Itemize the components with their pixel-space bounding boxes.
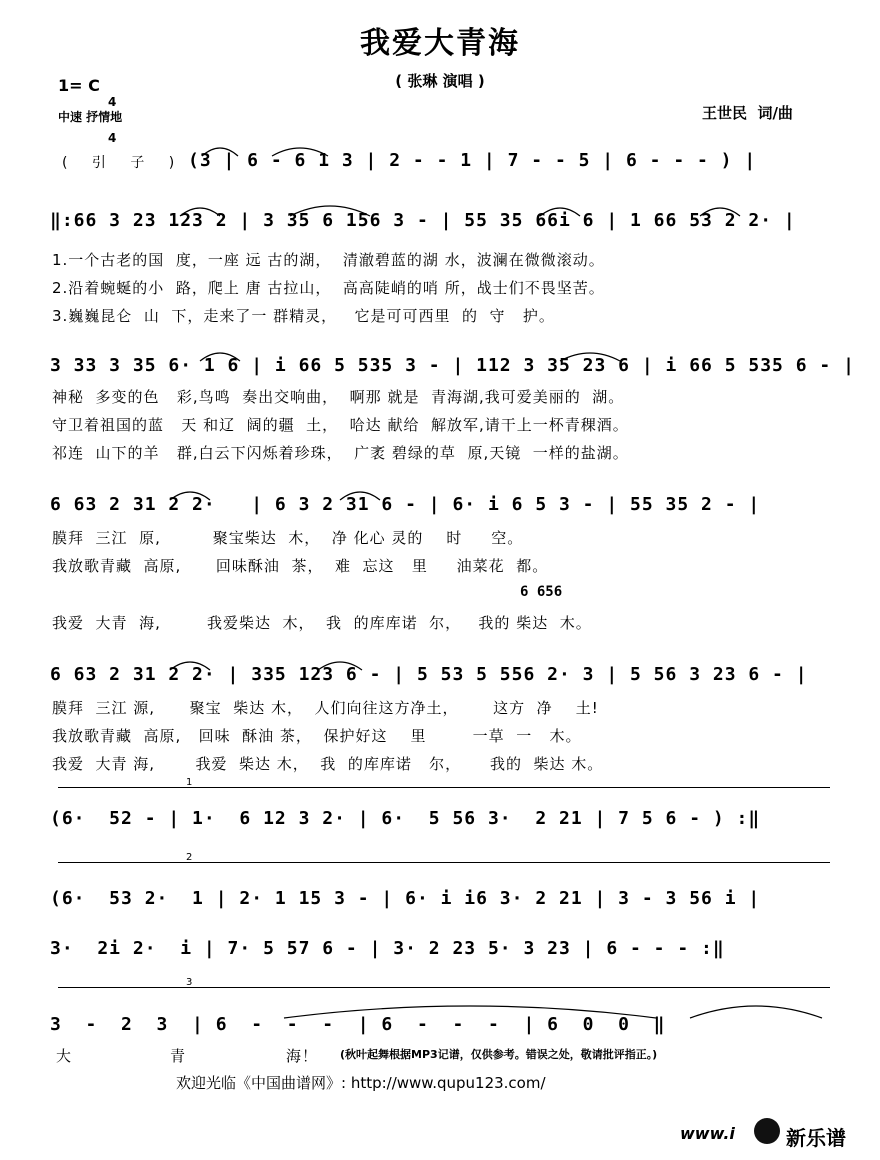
composer-credit: 王世民 词/曲 [702,104,793,122]
notation-line-4: 6 63 2 31 2 2· | 335 123 6 - | 5 53 5 556 2· 3 | 5 56 3 23 6 - | [50,664,808,685]
transcription-note: (秋叶起舞根据MP3记谱，仅供参考。错误之处，敬请批评指正。) [340,1048,658,1061]
ending-bracket-1 [58,787,830,788]
notation-line-5: (6· 52 - | 1· 6 12 3 2· | 6· 5 56 3· 2 21 | 7 5 6 - ) :‖ [50,808,761,829]
alt-notes: 6 656 [520,584,563,600]
lyric-line-1: 1.一个古老的国 度，一座 远 古的湖， 清澈碧蓝的湖 水，波澜在微微滚动。 [52,251,605,269]
lyric-line-2: 2.沿着蜿蜒的小 路，爬上 唐 古拉山， 高高陡峭的哨 所，战士们不畏坚苦。 [52,279,605,297]
notation-line-6: (6· 53 2· 1 | 2· 1 15 3 - | 6· i i6 3· 2 21 | 3 - 3 56 i | [50,888,761,909]
key-signature: 1= C [58,76,100,95]
notation-line-2: 3 33 3 35 6· 1 6 | i 66 5 535 3 - | 112 3 35 23 6 | i 66 5 535 6 - | [50,355,855,376]
notation-line-7: 3· 2i 2· i | 7· 5 57 6 - | 3· 2 23 5· 3 23 | 6 - - - :‖ [50,938,725,959]
logo-name: 新乐谱 [786,1126,846,1150]
final-lyric-a: 大 [56,1047,73,1065]
time-top: 4 [108,95,117,109]
notation-line-1: ‖:66 3 23 123 2 | 3 35 6 156 3 - | 55 35 66i 6 | 1 66 53 2 2· | [50,210,796,231]
final-lyric-c: 海！ [286,1047,319,1065]
notation-line-3: 6 63 2 31 2 2· | 6 3 2 31 6 - | 6· i 6 5 3 - | 55 35 2 - | [50,494,761,515]
singer-credit: ( 张琳 演唱 ) [395,72,485,90]
logo-prefix: www.i [680,1124,735,1143]
lyric-line-4: 神秘 多变的色 彩,鸟鸣 奏出交响曲， 啊那 就是 青海湖,我可爱美丽的 湖。 [52,388,625,406]
lyric-line-5: 守卫着祖国的蓝 天 和辽 阔的疆 土， 哈达 献给 解放军,请干上一杯青稞酒。 [52,416,629,434]
lyric-line-6: 祁连 山下的羊 群,白云下闪烁着珍珠， 广袤 碧绿的草 原,天镜 一样的盐湖。 [52,444,629,462]
lyric-line-11: 我放歌青藏 高原, 回味 酥油 茶， 保护好这 里 一草 一 木。 [52,727,582,745]
final-lyric-b: 青 [170,1047,187,1065]
time-bottom: 4 [108,131,117,145]
lyric-line-7: 膜拜 三江 原, 聚宝柴达 木， 净 化心 灵的 时 空。 [52,529,524,547]
lyric-line-12: 我爱 大青 海, 我爱 柴达 木， 我 的库库诺 尔， 我的 柴达 木。 [52,755,604,773]
ending-bracket-3 [58,987,830,988]
intro-notes: (3 | 6 - 6 1 3 | 2 - - 1 | 7 - - 5 | 6 - - - ) | [188,150,757,171]
disc-icon [754,1118,780,1144]
ending-number-2: 2 [186,852,193,863]
ending-bracket-2 [58,862,830,863]
tempo-marking: 中速 抒情地 [58,110,123,124]
ending-number-1: 1 [186,777,193,788]
song-title: 我爱大青海 [360,26,520,61]
lyric-line-10: 膜拜 三江 源, 聚宝 柴达 木， 人们向往这方净土， 这方 净 土! [52,699,599,717]
website-credit: 欢迎光临《中国曲谱网》: http://www.qupu123.com/ [176,1074,546,1092]
lyric-line-9: 我爱 大青 海, 我爱柴达 木， 我 的库库诺 尔， 我的 柴达 木。 [52,614,592,632]
lyric-line-3: 3.巍巍昆仑 山 下，走来了一 群精灵， 它是可可西里 的 守 护。 [52,307,555,325]
intro-label: ( 引 子 ) [62,155,185,171]
lyric-line-8: 我放歌青藏 高原, 回味酥油 茶， 难 忘这 里 油菜花 都。 [52,557,549,575]
notation-line-8: 3 - 2 3 | 6 - - - | 6 - - - | 6 0 0 ‖ [50,1014,666,1035]
ending-number-3: 3 [186,977,193,988]
